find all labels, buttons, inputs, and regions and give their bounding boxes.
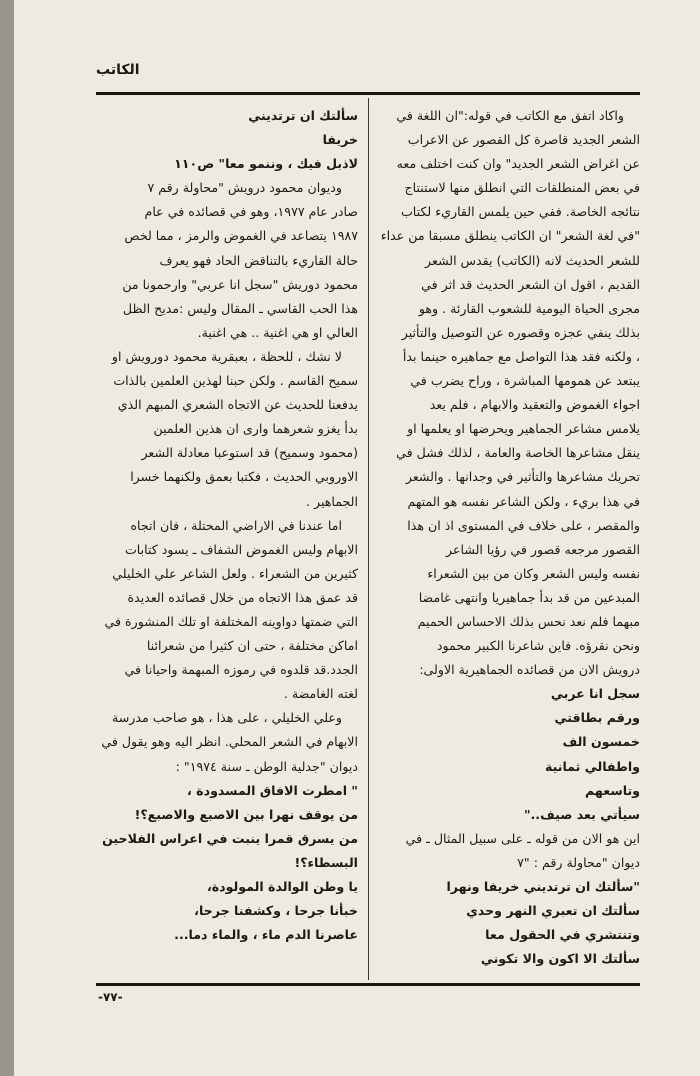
text-line: للشعر الحديث لانه (الكاتب) يقدس الشعر <box>425 252 640 268</box>
text-line: نتائجه الخاصة. ففي حين يلمس القاريء لكتاب <box>400 204 640 220</box>
poem-line: سألتك الا اكون والا تكوني <box>480 951 640 967</box>
running-header: الكاتب <box>96 62 140 78</box>
poem-line: وتاسعهم <box>585 782 640 798</box>
text-line: نفسه وليس الشعر وكان من بين الشعراء <box>427 565 640 581</box>
poem-line: سألتك ان ترتديني <box>248 108 358 123</box>
text-line: ونحن نقرؤه. فاين شاعرنا الكبير محمود <box>436 638 640 654</box>
text-line: والمقصر ، على خلاف في المستوى اذ ان هذا <box>407 517 640 533</box>
text-line: هذا الحب القاسي ـ المقال وليس :مديح الظل <box>122 300 358 316</box>
text-line: محمود دوريش "سجل انا عربي" وارحمونا من <box>122 276 358 292</box>
text-line: بدأ يغزو شعرهما وارى ان هذين العلمين <box>153 421 358 437</box>
text-line: الجدد.قد قلدوه في رموزه المبهمة واحيانا في <box>124 662 358 678</box>
text-line: الشعر الجديد قاصرة كل القصور عن الاعراب <box>407 132 640 148</box>
poem-line: "سألتك ان ترتديني خريفا ونهرا <box>446 879 640 894</box>
poem-line: واطفالي ثمانية <box>544 758 640 774</box>
right-column-text <box>378 104 640 971</box>
poem-line: سجل انا عربي <box>550 686 640 702</box>
text-line: ديوان "محاولة رقم : "٧ <box>517 854 640 870</box>
poem-line: " امطرت الافاق المسدودة ، <box>187 782 358 798</box>
poem-line: وتنتشري في الحقول معا <box>485 927 640 943</box>
header-rule <box>96 92 640 95</box>
left-column-text <box>96 104 358 947</box>
text-line: لا نشك ، للحظة ، بعبقرية محمود دورويش او <box>111 348 342 364</box>
text-line: التي ضمتها دواوينه المختلفة او تلك المنشورة في <box>104 613 358 629</box>
text-line: حالة القاريء بالتناقض الحاد فهو يعرف <box>159 252 358 268</box>
text-line: يبتعد عن همومها المباشرة ، وراح يضرب في <box>410 373 640 389</box>
text-line: المبدعين من قد بدأ جماهيريا وانتهى غامضا <box>418 589 640 605</box>
column-divider <box>368 98 369 980</box>
text-line: العالي او هي اغنية .. هي اغنية. <box>197 324 358 340</box>
text-line: "في لغة الشعر" ان الكاتب ينطلق مسبقا من عداء <box>380 228 640 244</box>
text-line: واكاد اتفق مع الكاتب في قوله:"ان اللغة في <box>396 108 624 123</box>
text-line: اماكن مختلفة ، حتى ان كثيرا من شعرائنا <box>146 638 358 654</box>
footer-rule <box>96 983 640 986</box>
page-number: -٧٧- <box>98 990 123 1004</box>
text-line: الاوروبي الحديث ، فكتبا بعمق ولكنهما خسرا <box>130 469 358 485</box>
poem-line: سألتك ان تعبري النهر وحدي <box>466 903 640 919</box>
poem-line: خريفا <box>322 132 358 148</box>
text-line: وعلي الخليلي ، على هذا ، هو صاحب مدرسة <box>111 710 342 726</box>
text-line: ، ولكنه فقد هذا التواصل مع جماهيره حينما بدأ <box>402 348 640 364</box>
text-line: كثيرين من الشعراء . ولعل الشاعر علي الخليلي <box>112 565 358 581</box>
text-line: اين هو الان من قوله ـ على سبيل المثال ـ في <box>405 830 640 846</box>
text-line: الابهام في الشعر المحلي. انظر اليه وهو يقول في <box>101 734 358 750</box>
text-line: يلامس مشاعر الجماهير ويحرضها او يعلمها او <box>407 421 640 437</box>
text-line: قد عمق هذا الاتجاه من خلال قصائده العديدة <box>127 589 358 605</box>
poem-line: خمسون الف <box>562 734 640 750</box>
poem-line: سيأتي بعد صيف.." <box>523 806 640 822</box>
poem-line: لاذبل فيك ، وننمو معا" ص١١٠ <box>174 156 358 172</box>
text-line: مجرى الحياة اليومية للشعوب القارئة . وهو <box>418 300 640 316</box>
poem-line: البسطاء؟! <box>294 854 358 870</box>
text-line: الجماهير . <box>306 493 358 509</box>
poem-line: عاصرنا الدم ماء ، والماء دما... <box>174 927 358 943</box>
poem-line: من يوقف نهرا بين الاصبع والاصبع؟! <box>134 806 358 822</box>
text-line: (محمود وسميح) قد استوعبا معادلة الشعر <box>141 445 358 461</box>
text-line: اما عندنا في الاراضي المحتلة ، فان اتجاه <box>130 517 342 533</box>
text-line: ينقل مشاعرها الخاصة والعامة ، لذلك فشل في <box>396 445 640 461</box>
text-line: سميح القاسم . ولكن حبنا لهذين العلمين بالذات <box>113 373 358 389</box>
text-line: عن اغراض الشعر الجديد" وان كنت اختلف معه <box>396 156 640 172</box>
text-line: تحريك مشاعرها والتأثير في وجدانها . والشعر <box>405 469 640 485</box>
text-line: صادر عام ١٩٧٧، وهو في قصائده في عام <box>144 204 358 220</box>
text-line: وديوان محمود درويش "محاولة رقم ٧ <box>147 180 342 196</box>
poem-line: خبأنا جرحا ، وكشفنا جرحا، <box>194 903 358 919</box>
poem-line: ورقم بطاقتي <box>554 710 640 726</box>
text-line: يدفعنا للحديث عن الاتجاه الشعري المبهم الذي <box>117 397 358 413</box>
text-line: الابهام وليس الغموض الشفاف ـ يسود كتابات <box>124 541 358 557</box>
text-line: في هذا بريء ، ولكن الشاعر نفسه هو المتهم <box>407 493 640 509</box>
poem-line: من يسرق قمرا ينبت في اعراس الفلاحين <box>102 830 358 846</box>
text-line: بذلك ينفي عجزه وقصوره عن التوصيل والتأثير <box>401 324 640 340</box>
text-line: ديوان "جدلية الوطن ـ سنة ١٩٧٤" : <box>175 758 358 774</box>
text-line: مبهما فلم نعد نحس بذلك الاحساس الحميم <box>417 613 640 629</box>
text-line: القصور مرجعه قصور في رؤيا الشاعر <box>446 541 640 557</box>
text-line: القديم ، اقول ان الشعر الحديث قد اثر في <box>421 276 640 292</box>
text-line: في بعض المنطلقات التي انطلق منها لاستنتاج <box>404 180 640 196</box>
text-line: لغته الغامضة . <box>283 686 358 702</box>
text-line: ١٩٨٧ يتصاعد في الغموض والرمز ، مما لخص <box>124 228 358 244</box>
text-line: اجواء الغموض والتعقيد والابهام ، فلم يعد <box>429 397 640 413</box>
poem-line: يا وطن الوالدة المولودة، <box>206 879 358 894</box>
text-line: درويش الان من قصائده الجماهيرية الاولى: <box>419 662 640 678</box>
